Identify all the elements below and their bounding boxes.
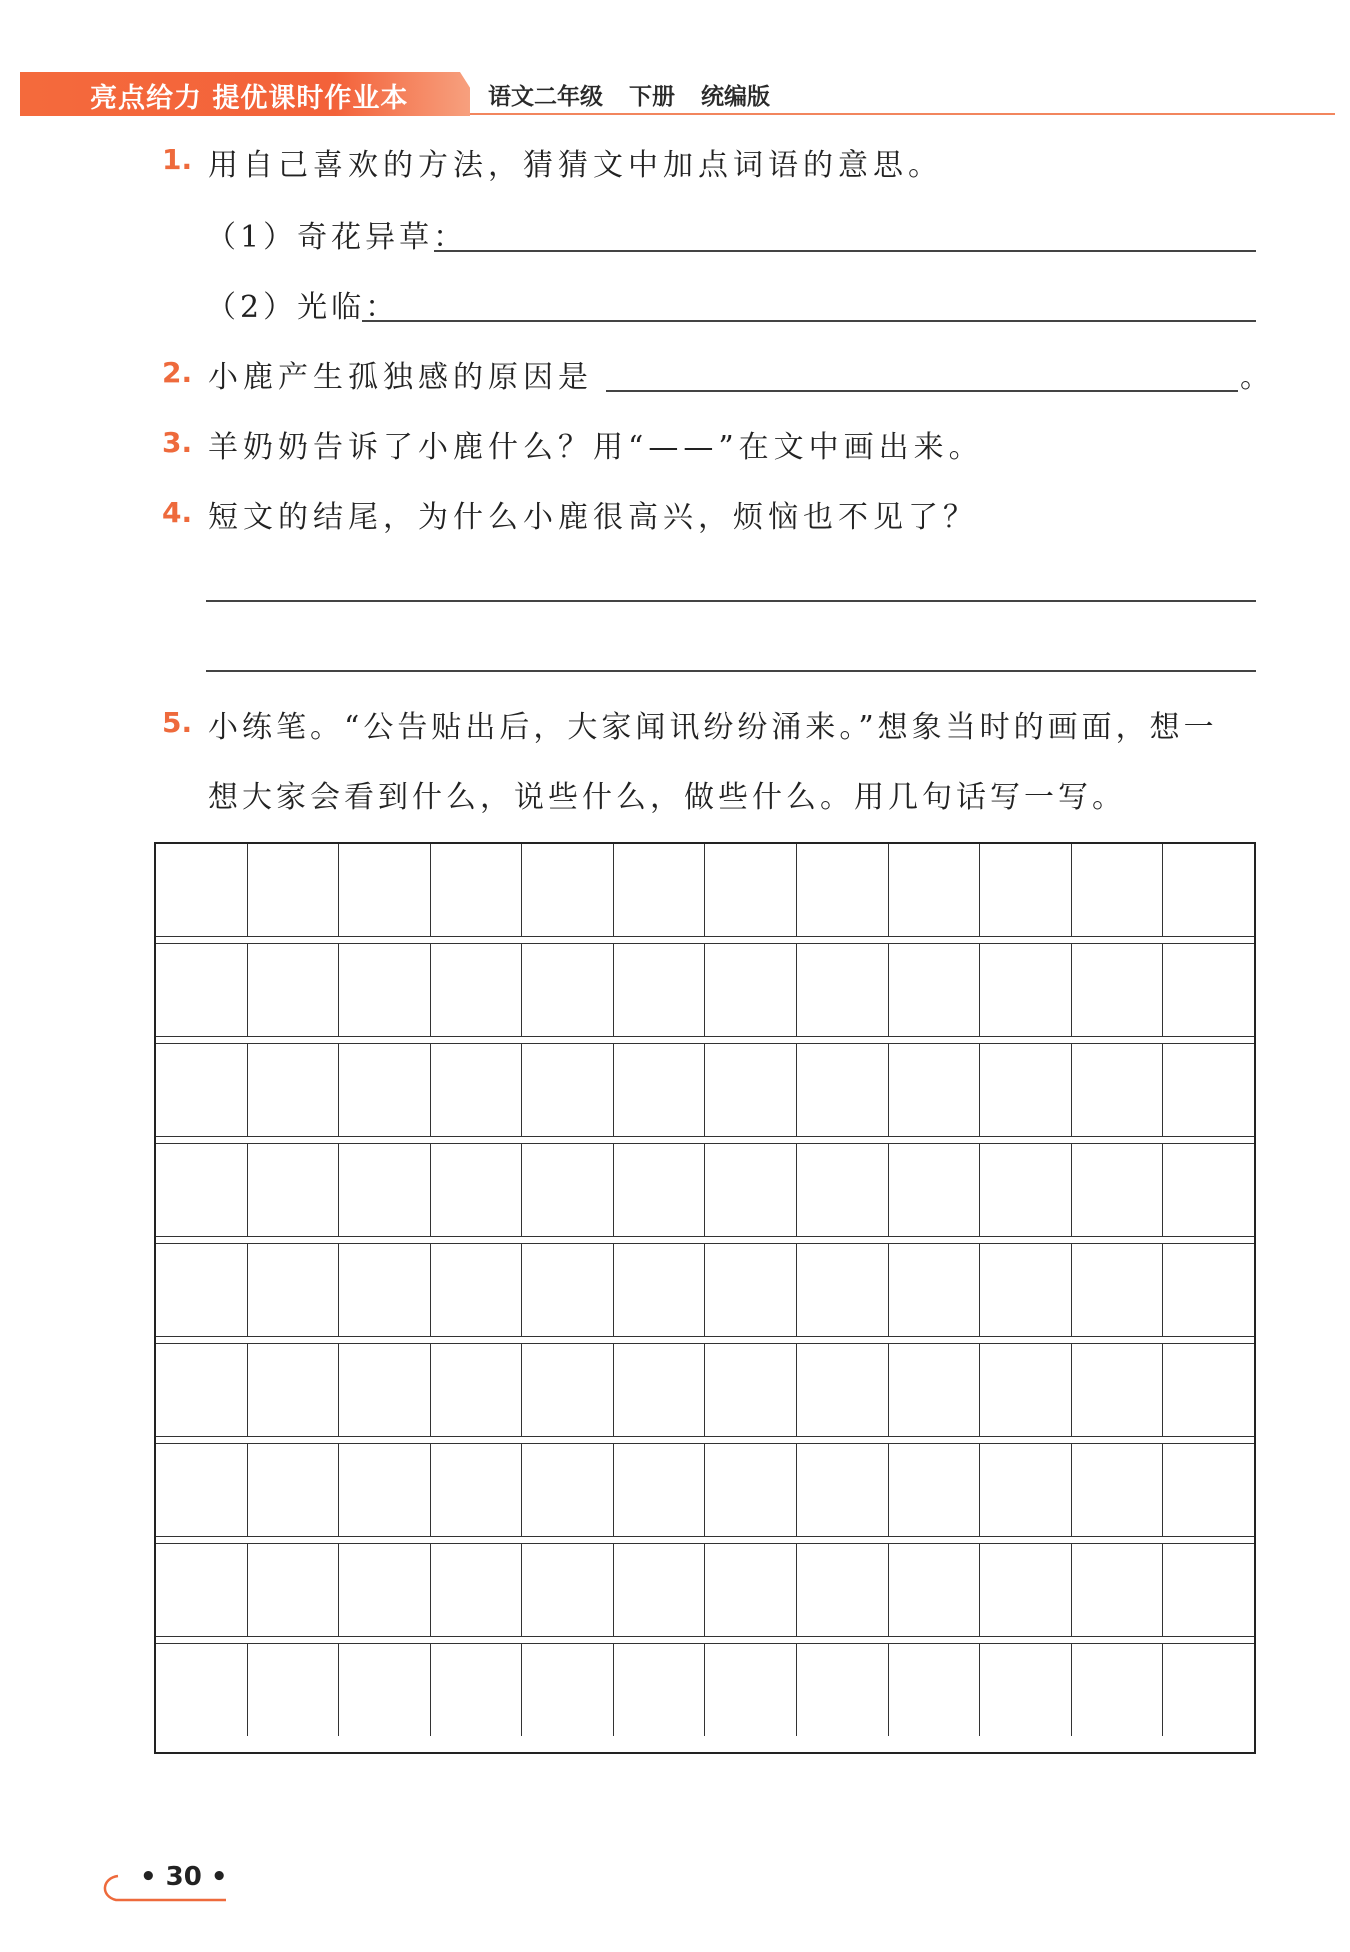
grid-cell[interactable] [339,944,431,1036]
question-4-answer-line-2[interactable] [206,670,1256,672]
grid-cell[interactable] [248,844,340,936]
grid-cell[interactable] [156,1544,248,1636]
grid-cell[interactable] [156,1144,248,1236]
grid-cell[interactable] [248,1244,340,1336]
grid-cell[interactable] [614,1544,706,1636]
grid-cell[interactable] [1163,1544,1254,1636]
grid-cell[interactable] [1072,944,1164,1036]
grid-cell[interactable] [889,844,981,936]
grid-cell[interactable] [339,844,431,936]
grid-cell[interactable] [1072,1444,1164,1536]
grid-cell[interactable] [522,1044,614,1136]
grid-row-separator [156,936,1254,944]
question-5-text-line-1: 小练笔。“公告贴出后，大家闻讯纷纷涌来。”想象当时的画面，想一 [208,710,1218,745]
grid-cell[interactable] [339,1344,431,1436]
grid-cell[interactable] [248,1344,340,1436]
grid-cell[interactable] [1163,1044,1254,1136]
grid-cell[interactable] [431,944,523,1036]
question-4-number: 4. [162,496,193,529]
grid-row [156,1144,1254,1236]
grid-cell[interactable] [705,1144,797,1236]
grid-cell[interactable] [614,1144,706,1236]
grid-cell[interactable] [156,1344,248,1436]
grid-row-separator [156,1036,1254,1044]
grid-row-separator [156,1336,1254,1344]
grid-cell[interactable] [522,1444,614,1536]
grid-cell[interactable] [1072,1244,1164,1336]
question-1-text: 用自己喜欢的方法，猜猜文中加点词语的意思。 [208,148,943,183]
grid-cell[interactable] [248,944,340,1036]
grid-cell[interactable] [1163,1444,1254,1536]
question-4-answer-line-1[interactable] [206,600,1256,602]
grid-cell[interactable] [248,1444,340,1536]
grid-row [156,1044,1254,1136]
grid-cell[interactable] [705,1344,797,1436]
grid-row [156,944,1254,1036]
series-title: 亮点给力 提优课时作业本 [90,83,409,114]
grid-cell[interactable] [980,944,1072,1036]
grid-row [156,844,1254,936]
question-1-sub1-answer-line[interactable] [434,250,1256,252]
question-1-sub1-label: （1）奇花异草： [206,220,468,255]
grid-row-separator [156,1136,1254,1144]
grid-cell[interactable] [431,1644,523,1736]
grid-cell[interactable] [614,1644,706,1736]
grid-cell[interactable] [797,944,889,1036]
question-2-text: 小鹿产生孤独感的原因是 [208,360,593,395]
grid-cell[interactable] [889,1344,981,1436]
grid-cell[interactable] [1072,1644,1164,1736]
grid-cell[interactable] [248,1544,340,1636]
grid-cell[interactable] [614,1344,706,1436]
grid-cell[interactable] [889,1044,981,1136]
question-1-sub2-answer-line[interactable] [362,320,1256,322]
grid-cell[interactable] [980,1644,1072,1736]
grid-cell[interactable] [431,1544,523,1636]
grid-cell[interactable] [156,1644,248,1736]
grid-cell[interactable] [797,1144,889,1236]
question-1-sub2-label: （2）光临： [206,290,400,325]
grid-cell[interactable] [156,944,248,1036]
grid-cell[interactable] [431,844,523,936]
grid-cell[interactable] [705,1544,797,1636]
grid-cell[interactable] [614,1044,706,1136]
grid-cell[interactable] [889,944,981,1036]
grid-cell[interactable] [339,1644,431,1736]
grid-cell[interactable] [1163,1344,1254,1436]
grid-cell[interactable] [156,1244,248,1336]
grid-cell[interactable] [522,944,614,1036]
grid-cell[interactable] [980,1344,1072,1436]
question-3-text: 羊奶奶告诉了小鹿什么？用“——”在文中画出来。 [208,430,984,465]
grid-cell[interactable] [889,1244,981,1336]
grid-cell[interactable] [980,844,1072,936]
grid-cell[interactable] [1072,1544,1164,1636]
grid-cell[interactable] [614,944,706,1036]
grid-cell[interactable] [705,844,797,936]
grid-row-separator [156,1436,1254,1444]
grid-cell[interactable] [339,1144,431,1236]
question-4-text: 短文的结尾，为什么小鹿很高兴，烦恼也不见了？ [208,500,978,535]
grid-cell[interactable] [1072,1344,1164,1436]
grid-row-separator [156,1236,1254,1244]
grid-cell[interactable] [1072,1044,1164,1136]
grid-cell[interactable] [156,1444,248,1536]
grid-cell[interactable] [522,1644,614,1736]
grid-cell[interactable] [797,1244,889,1336]
grid-cell[interactable] [705,944,797,1036]
grid-cell[interactable] [431,1344,523,1436]
grid-cell[interactable] [248,1144,340,1236]
page-header [0,0,1350,120]
header-rule [470,113,1335,115]
grid-cell[interactable] [522,1544,614,1636]
grid-cell[interactable] [980,1444,1072,1536]
question-5-number: 5. [162,706,193,739]
grid-cell[interactable] [705,1044,797,1136]
grid-cell[interactable] [980,1044,1072,1136]
grid-cell[interactable] [1072,844,1164,936]
grid-cell[interactable] [339,1544,431,1636]
grid-cell[interactable] [156,844,248,936]
grid-cell[interactable] [1163,844,1254,936]
question-1-number: 1. [162,143,193,176]
question-2-answer-line[interactable] [606,390,1238,392]
grid-row-separator [156,1536,1254,1544]
grid-cell[interactable] [705,1244,797,1336]
grid-cell[interactable] [889,1644,981,1736]
grid-cell[interactable] [705,1444,797,1536]
grid-row [156,1544,1254,1636]
grid-cell[interactable] [797,844,889,936]
grid-cell[interactable] [705,1644,797,1736]
grid-cell[interactable] [339,1244,431,1336]
grid-cell[interactable] [797,1544,889,1636]
grid-cell[interactable] [980,1144,1072,1236]
grid-cell[interactable] [889,1144,981,1236]
grid-row [156,1344,1254,1436]
grid-cell[interactable] [614,844,706,936]
writing-grid[interactable] [154,842,1256,1754]
grid-cell[interactable] [980,1544,1072,1636]
grid-cell[interactable] [431,1244,523,1336]
book-title: 语文二年级 下册 统编版 [488,84,771,110]
grid-cell[interactable] [248,1044,340,1136]
question-3-number: 3. [162,426,193,459]
grid-cell[interactable] [797,1444,889,1536]
grid-cell[interactable] [339,1444,431,1536]
grid-cell[interactable] [1163,1644,1254,1736]
grid-cell[interactable] [431,1144,523,1236]
page-number: • 30 • [140,1862,228,1892]
grid-row-separator [156,1636,1254,1644]
grid-cell[interactable] [980,1244,1072,1336]
question-5-text-line-2: 想大家会看到什么，说些什么，做些什么。用几句话写一写。 [208,780,1126,815]
grid-cell[interactable] [1163,944,1254,1036]
grid-cell[interactable] [889,1444,981,1536]
grid-cell[interactable] [797,1044,889,1136]
grid-cell[interactable] [431,1044,523,1136]
grid-cell[interactable] [339,1044,431,1136]
grid-row [156,1644,1254,1736]
grid-cell[interactable] [1163,1144,1254,1236]
grid-cell[interactable] [522,1144,614,1236]
grid-cell[interactable] [1163,1244,1254,1336]
grid-cell[interactable] [522,844,614,936]
grid-cell[interactable] [614,1244,706,1336]
grid-cell[interactable] [522,1244,614,1336]
grid-cell[interactable] [248,1644,340,1736]
grid-row [156,1244,1254,1336]
question-2-number: 2. [162,356,193,389]
grid-row [156,1444,1254,1536]
grid-cell[interactable] [156,1044,248,1136]
grid-cell[interactable] [797,1344,889,1436]
grid-cell[interactable] [431,1444,523,1536]
grid-cell[interactable] [797,1644,889,1736]
question-2-end-mark: 。 [1240,360,1275,395]
grid-cell[interactable] [1072,1144,1164,1236]
grid-cell[interactable] [889,1544,981,1636]
grid-cell[interactable] [522,1344,614,1436]
grid-cell[interactable] [614,1444,706,1536]
